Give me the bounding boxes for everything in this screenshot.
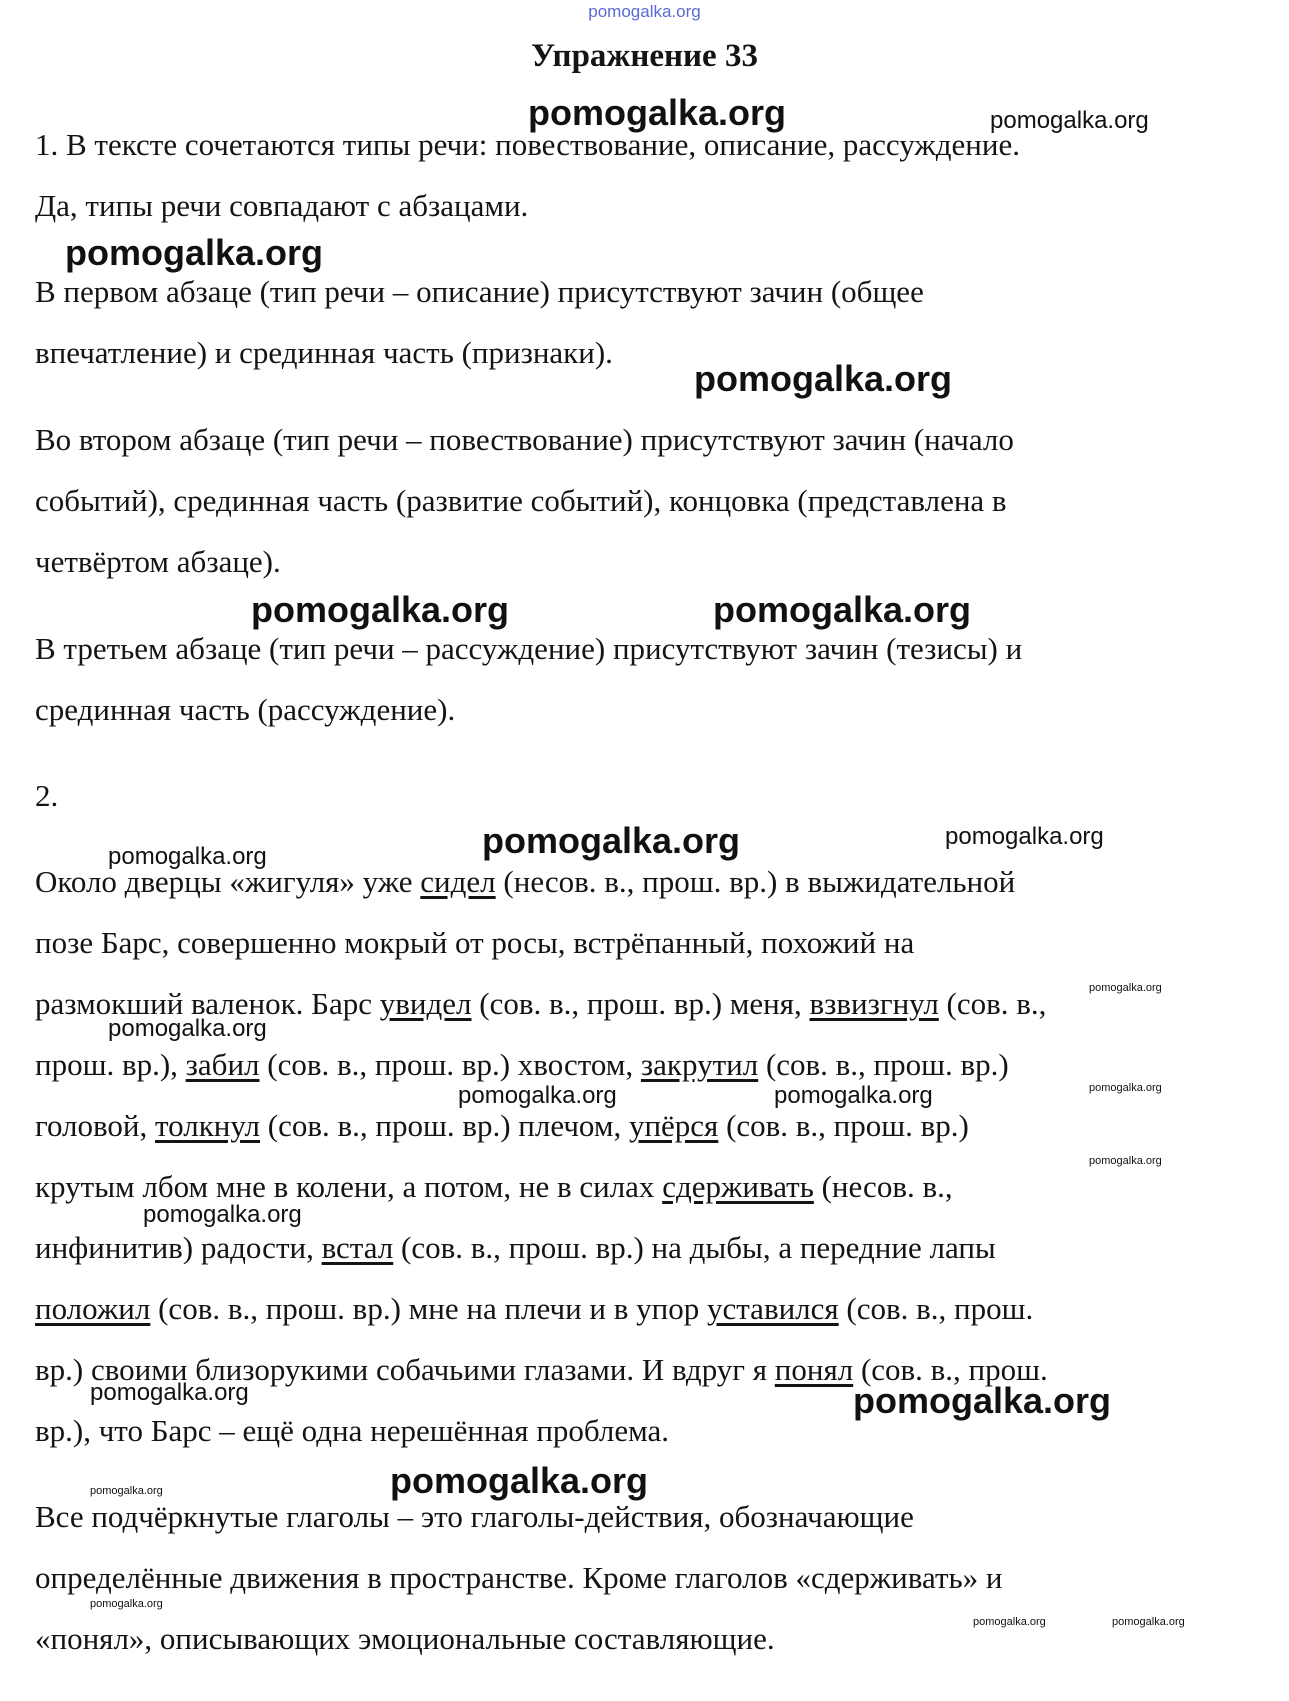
- watermark: pomogalka.org: [1089, 982, 1162, 994]
- watermark: pomogalka.org: [973, 1616, 1046, 1628]
- text-run: (сов. в., прош.: [853, 1352, 1048, 1387]
- watermark: pomogalka.org: [251, 589, 510, 630]
- watermark: pomogalka.org: [65, 232, 324, 273]
- paragraph-line: определённые движения в пространстве. Кроме глаголов «сдерживать» и: [35, 1560, 1003, 1595]
- underlined-verb: уставился: [707, 1291, 839, 1326]
- text-run: (сов. в., прош. вр.) плечом,: [260, 1108, 629, 1143]
- paragraph-line: позе Барс, совершенно мокрый от росы, встрёпанный, похожий на: [35, 925, 915, 960]
- paragraph-line: впечатление) и срединная часть (признаки).: [35, 335, 613, 370]
- text-run: (сов. в., прош. вр.) мне на плечи и в упор: [150, 1291, 707, 1326]
- watermark: pomogalka.org: [1112, 1616, 1185, 1628]
- text-run: (сов. в., прош. вр.) на дыбы, а передние лапы: [393, 1230, 996, 1265]
- paragraph-line: срединная часть (рассуждение).: [35, 692, 456, 727]
- text-run: размокший валенок. Барс: [35, 986, 380, 1021]
- watermark: pomogalka.org: [482, 820, 741, 861]
- watermark: pomogalka.org: [1089, 1082, 1162, 1094]
- section-number: 2.: [35, 778, 59, 813]
- paragraph-line: [35, 1293, 1033, 1324]
- underlined-verb: сидел: [420, 864, 496, 899]
- paragraph-line: Да, типы речи совпадают с абзацами.: [35, 188, 529, 223]
- watermark: pomogalka.org: [774, 1082, 933, 1109]
- watermark: pomogalka.org: [528, 92, 787, 133]
- watermark: pomogalka.org: [90, 1379, 249, 1406]
- paragraph-line: Все подчёркнутые глаголы – это глаголы-действия, обозначающие: [35, 1499, 914, 1534]
- watermark: pomogalka.org: [90, 1485, 163, 1497]
- watermark: pomogalka.org: [990, 107, 1149, 134]
- text-run: (сов. в., прош. вр.) меня,: [471, 986, 810, 1021]
- underlined-verb: понял: [774, 1352, 854, 1387]
- text-run: Около дверцы «жигуля» уже: [35, 864, 421, 899]
- text-run: вр.) своими близорукими собачьими глазами. И вдруг я: [35, 1352, 775, 1387]
- watermark: pomogalka.org: [945, 823, 1104, 850]
- watermark: pomogalka.org: [90, 1598, 163, 1610]
- text-run: головой,: [35, 1108, 156, 1143]
- text-run: инфинитив) радости,: [35, 1230, 322, 1265]
- underlined-verb: увидел: [379, 986, 472, 1021]
- watermark: pomogalka.org: [390, 1460, 649, 1501]
- paragraph-line: [35, 1354, 1048, 1385]
- watermark: pomogalka.org: [694, 358, 953, 399]
- watermark: pomogalka.org: [1089, 1155, 1162, 1167]
- paragraph-line: «понял», описывающих эмоциональные составляющие.: [35, 1621, 775, 1656]
- paragraph-line: [35, 1110, 969, 1141]
- text-run: крутым лбом мне в колени, а потом, не в силах: [35, 1169, 663, 1204]
- paragraph-line: В третьем абзаце (тип речи – рассуждение) присутствуют зачин (тезисы) и: [35, 631, 1023, 666]
- paragraph-line: 1. В тексте сочетаются типы речи: повествование, описание, рассуждение.: [35, 127, 1020, 162]
- paragraph-line: [35, 1171, 953, 1202]
- underlined-verb: встал: [321, 1230, 394, 1265]
- text-run: (несов. в.,: [813, 1169, 953, 1204]
- text-run: (сов. в.,: [938, 986, 1047, 1021]
- text-run: (сов. в., прош. вр.): [758, 1047, 1009, 1082]
- text-run: (сов. в., прош.: [838, 1291, 1034, 1326]
- underlined-verb: положил: [35, 1291, 151, 1326]
- underlined-verb: толкнул: [155, 1108, 260, 1143]
- text-run: (сов. в., прош. вр.): [718, 1108, 969, 1143]
- paragraph-line: четвёртом абзаце).: [35, 544, 281, 579]
- underlined-verb: упёрся: [628, 1108, 719, 1143]
- text-run: (несов. в., прош. вр.) в выжидательной: [495, 864, 1016, 899]
- paragraph-line: Во втором абзаце (тип речи – повествование) присутствуют зачин (начало: [35, 422, 1014, 457]
- paragraph-line: вр.), что Барс – ещё одна нерешённая проблема.: [35, 1413, 670, 1448]
- watermark: pomogalka.org: [108, 1015, 267, 1042]
- paragraph-line: [35, 988, 1046, 1019]
- paragraph-line: [35, 1232, 996, 1263]
- text-run: прош. вр.),: [35, 1047, 186, 1082]
- site-mark[interactable]: pomogalka.org: [588, 2, 701, 21]
- paragraph-line: [35, 1049, 1009, 1080]
- paragraph-line: [35, 866, 1015, 897]
- underlined-verb: сдерживать: [662, 1169, 814, 1204]
- text-run: (сов. в., прош. вр.) хвостом,: [259, 1047, 641, 1082]
- underlined-verb: взвизгнул: [809, 986, 939, 1021]
- underlined-verb: закрутил: [640, 1047, 759, 1082]
- paragraph-line: событий), срединная часть (развитие событий), концовка (представлена в: [35, 483, 1007, 518]
- watermark: pomogalka.org: [458, 1082, 617, 1109]
- watermark: pomogalka.org: [853, 1380, 1112, 1421]
- page-title: Упражнение 33: [531, 38, 758, 74]
- paragraph-line: В первом абзаце (тип речи – описание) присутствуют зачин (общее: [35, 274, 924, 309]
- watermark: pomogalka.org: [108, 843, 267, 870]
- watermark: pomogalka.org: [143, 1201, 302, 1228]
- underlined-verb: забил: [185, 1047, 260, 1082]
- watermark: pomogalka.org: [713, 589, 972, 630]
